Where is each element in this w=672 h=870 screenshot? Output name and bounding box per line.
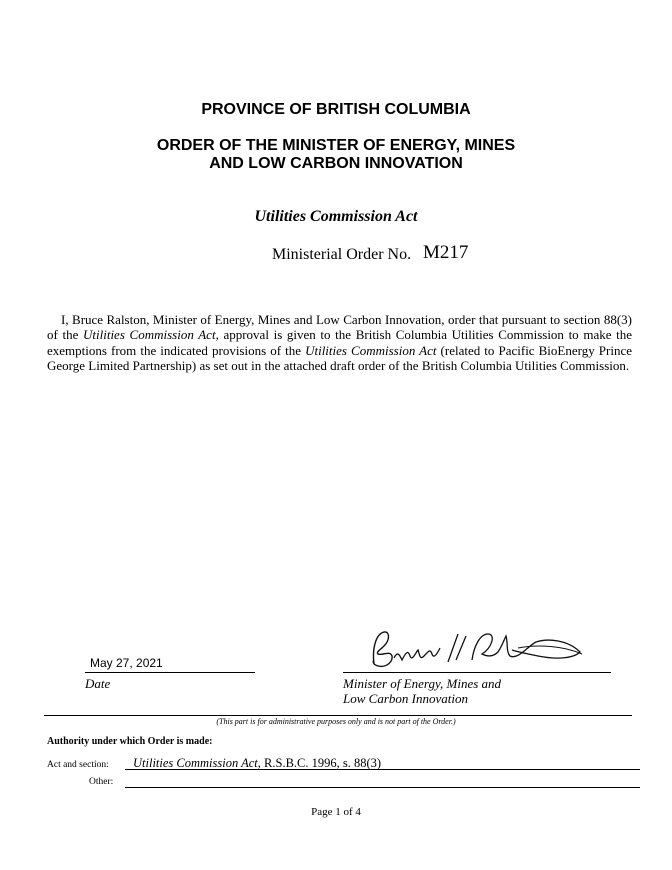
- act-section-line: [125, 769, 640, 770]
- admin-note: (This part is for administrative purposes only and is not part of the Order.): [216, 717, 456, 726]
- body-act-ref-1: Utilities Commission Act: [83, 327, 216, 343]
- minister-title-line1: Minister of Energy, Mines and: [343, 676, 502, 691]
- authority-heading: Authority under which Order is made:: [47, 736, 213, 747]
- order-body: [47, 312, 632, 373]
- body-text-1: I, Bruce Ralston, Minister of Energy, Mines and Low Carbon Innovation, order that pursuant to section 88(3) of the: [47, 312, 632, 343]
- body-text-3: (related to Pacific BioEnergy Prince George Limited Partnership) as set out in the attached draft order of the British Columbia Utilities Commission.: [47, 342, 633, 373]
- order-heading-line2: AND LOW CARBON INNOVATION: [209, 155, 463, 172]
- minister-signature: [368, 626, 588, 672]
- minister-title: [343, 676, 501, 706]
- order-heading-line1: ORDER OF THE MINISTER OF ENERGY, MINES: [156, 137, 516, 154]
- minister-title-line2: Low Carbon Innovation: [343, 691, 468, 706]
- date-line: [85, 672, 255, 673]
- act-section-label: Act and section:: [47, 760, 109, 770]
- admin-divider: [44, 715, 632, 716]
- date-value: May 27, 2021: [90, 656, 163, 670]
- page-number: Page 1 of 4: [311, 806, 361, 818]
- order-paragraph: [47, 312, 632, 373]
- act-section-act: Utilities Commission Act: [133, 756, 258, 770]
- body-act-ref-2: Utilities Commission Act: [305, 342, 437, 358]
- other-label: Other:: [89, 777, 114, 787]
- date-label: Date: [85, 676, 111, 691]
- signature-line: [343, 672, 611, 673]
- ministerial-order-number: M217: [423, 242, 469, 263]
- act-title: Utilities Commission Act: [254, 208, 418, 225]
- act-section-rest: , R.S.B.C. 1996, s. 88(3): [257, 756, 382, 770]
- other-line: [125, 787, 640, 788]
- body-text-2: , approval is given to the British Columbia Utilities Commission to make the exemptions from the indicated provisions of the: [47, 327, 633, 358]
- province-heading: PROVINCE OF BRITISH COLUMBIA: [201, 101, 471, 118]
- ministerial-order-label: Ministerial Order No.: [272, 246, 412, 263]
